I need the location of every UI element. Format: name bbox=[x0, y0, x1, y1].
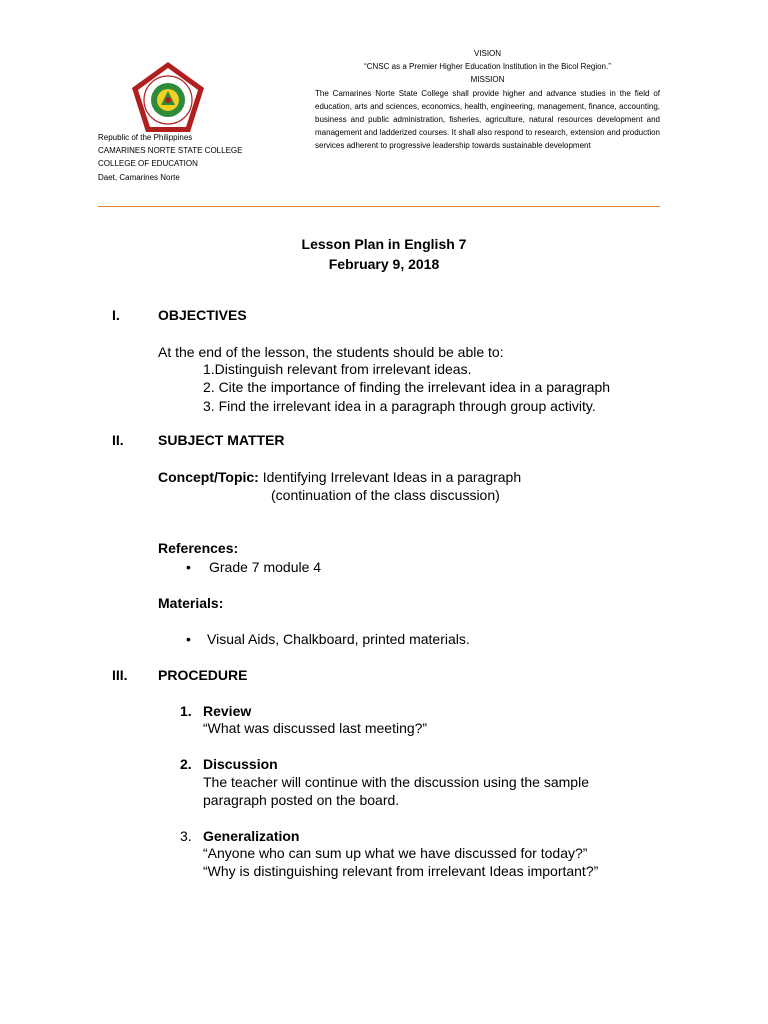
objective-item: 3. Find the irrelevant idea in a paragraph through group activity. bbox=[203, 398, 596, 414]
objective-item: 1.Distinguish relevant from irrelevant ideas. bbox=[203, 361, 472, 377]
vision-text: “CNSC as a Premier Higher Education Institution in the Bicol Region.” bbox=[364, 62, 611, 72]
step-title-generalization: Generalization bbox=[203, 828, 300, 844]
school-line: Daet, Camarines Norte bbox=[98, 172, 180, 182]
lesson-plan-title: Lesson Plan in English 7 bbox=[301, 236, 467, 252]
concept-topic-row bbox=[158, 469, 521, 485]
step-title-review: Review bbox=[203, 703, 252, 719]
reference-item: Grade 7 module 4 bbox=[209, 559, 322, 575]
mission-heading: MISSION bbox=[470, 75, 505, 85]
school-line: COLLEGE OF EDUCATION bbox=[98, 159, 198, 169]
step-number: 1. bbox=[180, 703, 192, 719]
step-number: 2. bbox=[180, 756, 192, 772]
vision-heading: VISION bbox=[473, 49, 502, 58]
bullet-icon: • bbox=[186, 559, 191, 575]
step-line: “What was discussed last meeting?” bbox=[203, 720, 428, 736]
school-line: CAMARINES NORTE STATE COLLEGE bbox=[98, 146, 243, 156]
step-line: “Why is distinguishing relevant from irrelevant Ideas important?” bbox=[203, 863, 599, 879]
mission-text: The Camarines Norte State College shall provide higher and advance studies in the field of education, arts and sciences, economics, health, engineering, management, finance, accounting, business and public administration, fisheries, agriculture, natural resources development and management and ladderized courses. It shall also respond to research, extension and production services adherent to progressive leadership towards sustainable development bbox=[315, 88, 660, 151]
header-divider bbox=[98, 206, 660, 207]
section-heading-objectives: OBJECTIVES bbox=[158, 307, 247, 323]
section-heading-procedure: PROCEDURE bbox=[158, 667, 248, 683]
materials-label: Materials: bbox=[158, 595, 224, 611]
objective-item: 2. Cite the importance of finding the irrelevant idea in a paragraph bbox=[203, 379, 611, 395]
objectives-intro: At the end of the lesson, the students should be able to: bbox=[158, 344, 504, 360]
college-seal-logo bbox=[130, 60, 206, 134]
step-title-discussion: Discussion bbox=[203, 756, 278, 772]
vision-mission-block bbox=[315, 47, 660, 153]
bullet-icon: • bbox=[186, 631, 191, 647]
school-address-block bbox=[98, 131, 242, 184]
step-line: paragraph posted on the board. bbox=[203, 792, 400, 808]
section-numeral: III. bbox=[112, 667, 128, 683]
concept-topic-label: Concept/Topic: bbox=[158, 469, 259, 485]
step-line: The teacher will continue with the discussion using the sample bbox=[203, 774, 589, 790]
lesson-plan-date: February 9, 2018 bbox=[328, 256, 440, 272]
material-item: Visual Aids, Chalkboard, printed materials. bbox=[207, 631, 470, 647]
section-numeral: II. bbox=[112, 432, 124, 448]
school-line: Republic of the Philippines bbox=[98, 133, 193, 142]
concept-topic-note: (continuation of the class discussion) bbox=[271, 487, 500, 503]
section-heading-subject-matter: SUBJECT MATTER bbox=[158, 432, 285, 448]
step-line: “Anyone who can sum up what we have discussed for today?” bbox=[203, 845, 588, 861]
concept-topic-value: Identifying Irrelevant Ideas in a paragraph bbox=[262, 469, 522, 485]
step-number: 3. bbox=[180, 828, 192, 844]
references-label: References: bbox=[158, 540, 239, 556]
section-numeral: I. bbox=[112, 307, 120, 323]
